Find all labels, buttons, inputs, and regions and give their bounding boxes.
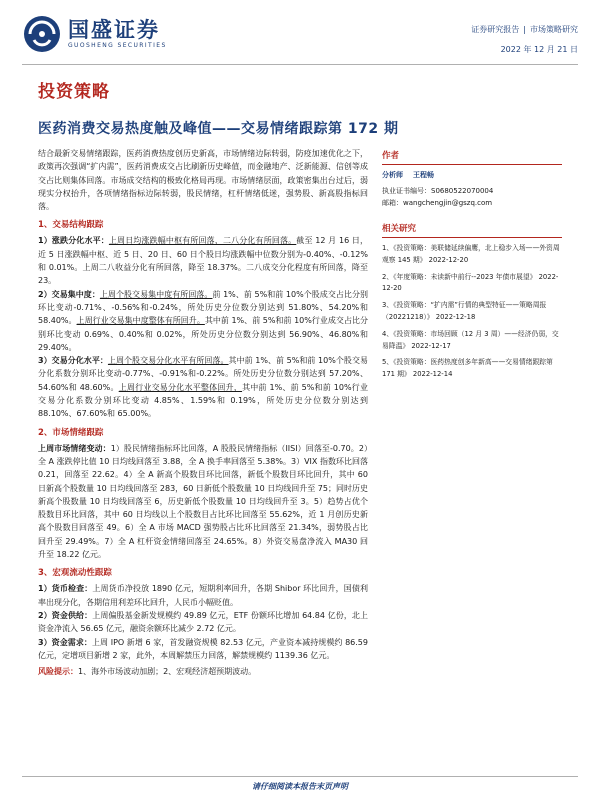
related-item-title: 3、《投资策略：“扩内需”行情的典型特征——策略周报（20221218）》 (382, 301, 547, 321)
section-heading: 2、市场情绪跟踪 (38, 427, 104, 438)
report-category: 投资策略 (38, 82, 110, 102)
certificate-line (382, 185, 562, 197)
paragraph-highlight: 上周个股交易分化水平有所回落。 (107, 356, 229, 366)
related-heading: 相关研究 (382, 223, 562, 238)
risk-text: 1、海外市场波动加剧；2、宏观经济超预期波动。 (78, 667, 257, 677)
related-item[interactable] (382, 272, 562, 296)
footer-divider (22, 776, 578, 777)
paragraph-highlight: 上周日均涨跌幅中枢有所回落，二八分化有所回落。 (108, 236, 297, 246)
paragraph-highlight: 上周个股交易集中度有所回落。 (99, 289, 213, 299)
related-item-date: 2022-12-20 (382, 272, 559, 293)
paragraph-label: 2）资金供给： (38, 610, 93, 620)
section-heading: 1、交易结构跟踪 (38, 220, 104, 231)
email-link[interactable]: wangchengjin@gszq.com (403, 199, 493, 207)
email-line (382, 197, 562, 209)
related-item-title: 4、《投资策略：市场回顾（12 月 3 周）——经济仍弱，交易降温》 (382, 329, 559, 350)
separator: | (523, 25, 526, 34)
related-item-title: 5、《投资策略：医药热度创多年新高——交易情绪跟踪第 171 期》 (382, 358, 553, 379)
main-content (38, 147, 368, 678)
analyst-label: 分析师 (382, 171, 403, 179)
paragraph-text: 上周偏股基金新发规模约 49.89 亿元，ETF 份额环比增加 64.84 亿份，北上资金净流入 56.65 亿元，融资余额环比减少 2.72 亿元。 (38, 610, 369, 634)
related-item-title: 2、《年度策略：未读新中前行--2023 年债市展望》 (382, 272, 537, 281)
paragraph-fund-demand (38, 636, 368, 663)
paragraph-monetary (38, 582, 368, 609)
paragraph-text: 其中前 1%、前 5%和前 10%行业成交占比分别环比变动 0.69%、0.40%和 0.02%，所处历史分位数分别达到 56.90%、46.80%和 29.40%。 (38, 316, 368, 352)
analyst-name: 王程畅 (413, 171, 434, 179)
company-logo (22, 14, 167, 54)
certificate-label: 执业证书编号： (382, 187, 431, 195)
related-item[interactable] (382, 329, 562, 353)
paragraph-label: 上周市场情绪变动： (38, 443, 111, 453)
paragraph-text: 前 1%、前 5%和前 10%个股成交占比分别环比变动-0.71%、-0.56%和-0.24%，所处历史分位数分别达到 51.80%、54.20%和 58.40%。 (38, 289, 368, 326)
related-item-date: 2022-12-14 (412, 370, 453, 379)
analyst-line (382, 169, 562, 181)
report-type-main: 证券研究报告 (471, 25, 520, 34)
report-date: 2022 年 12 月 21 日 (500, 45, 578, 54)
section-market-sentiment (38, 427, 368, 562)
paragraph-highlight: 上周行业交易分化水平整体回升， (118, 382, 243, 392)
logo-english-name: GUOSHENG SECURITIES (68, 42, 167, 49)
paragraph-label: 3）交易分化水平： (38, 356, 108, 366)
paragraph-text: 上周货币净投放 1890 亿元，短期利率回升，各期 Shibor 环比回升，国债利率出现分化，各期信用利差环比回升，人民币小幅贬值。 (38, 584, 368, 607)
paragraph-text: 截至 12 月 16 日，近 5 日涨跌幅中枢、近 5 日、20 日、60 日个股日均涨跌幅中位数分别为-0.40%、-0.12%和 0.01%。上周二八收益分化有所回落，降至 18.37%。二八成交分化程度有所回落，降至 23。 (38, 236, 369, 286)
related-item[interactable] (382, 357, 562, 381)
paragraph-text: 1）股民情绪指标环比回落，A 股股民情绪指标（IISI）回落至-0.70。2）全 A 涨跌停比值 10 日均线回落至 3.88，全 A 换手率回落至 5.38%。3）VIX 指数环比回落 0.21，回落至 22.62。4）全 A 新高个股数目环比回落，新低个股数目环比回升，其中 60 日新高个股数量 10 日均线回落至 283，60 日新低个股数量 10 日均线回升至 75；同时历史新高个股数量 10 日均线回落至 6，历史新低个股数量 10 日均线回升至 3。5）趋势占优个股数目环比回落，其中 60 日均线以上个股数目占比环比回落至 55.62%，近 1 月创历史新高个股数目回落至 49。6）全 A 市场 MACD 强势股占比环比回落至 21.34%，弱势股占比回升至 29.49%。7）全 A 杠杆资金情绪回落至 24.65%。8）外资交易盘净流入 MA30 回升至 18.22 亿元。 (38, 443, 368, 560)
report-type-sub: 市场策略研究 (530, 25, 578, 34)
paragraph-text: 上周 IPO 新增 6 家，首发融资规模 82.53 亿元，产业资本减持规模约 86.59 亿元，定增项目新增 2 家，此外，本周解禁压力回落，解禁规模约 1139.36 亿元。 (38, 637, 368, 660)
paragraph-fund-supply (38, 609, 368, 636)
paragraph-differentiation (38, 354, 368, 420)
paragraph-text: 其中前 1%、前 5%和前 10%个股交易分化系数分别环比变动-0.77%、-0.91%和-0.22%。所处历史分位数分别达到 57.20%、54.60%和 48.60%。 (38, 356, 368, 392)
related-item[interactable] (382, 243, 562, 267)
authors-heading: 作者 (382, 150, 562, 165)
sidebar (382, 150, 562, 381)
risk-label: 风险提示： (38, 667, 78, 677)
paragraph-label: 1）涨跌分化水平： (38, 236, 109, 246)
paragraph-label: 1）货币检查： (38, 584, 93, 594)
paragraph-text: 其中前 1%、前 5%和前 10%行业交易分化系数分别环比变动 4.85%、1.59%和 0.19%，所处历史分位数分别达到 88.10%、67.60%和 65.00%。 (38, 382, 369, 419)
section-macro-liquidity (38, 567, 368, 662)
intro-paragraph: 结合最新交易情绪跟踪，医药消费热度创历史新高，市场情绪边际转弱，防疫加速优化之下，政策再次强调“扩内需”，医药消费成交占比刷新历史峰值，而金融地产、泛新能源、信创等成交占比则集体回落。市场成交结构的极致化格局再现。市场情绪层面，政策密集出台过后，弱现实分权抬升，各项情绪指标边际转弱，股民情绪，杠杆情绪低迷，强势股、新高股指标回落。 (38, 149, 368, 212)
footer-disclaimer: 请仔细阅读本报告末页声明 (252, 782, 348, 791)
header-divider (22, 64, 578, 65)
paragraph-concentration (38, 288, 368, 354)
related-research (382, 223, 562, 381)
report-type (471, 24, 578, 35)
paragraph-label: 2）交易集中度： (38, 289, 100, 299)
related-item-date: 2022-12-17 (411, 341, 451, 350)
related-item-date: 2022-12-18 (435, 312, 476, 321)
risk-warning (38, 666, 368, 678)
paragraph-dispersion (38, 234, 368, 287)
related-item-title: 1、《投资策略：美联储延续偏鹰，北上稳步入场——外资周观察 145 期》 (382, 244, 560, 264)
paragraph-sentiment (38, 442, 368, 562)
report-title: 医药消费交易热度触及峰值——交易情绪跟踪第 172 期 (38, 121, 399, 137)
logo-mark-icon (22, 14, 62, 54)
section-trading-structure (38, 219, 368, 420)
section-heading: 3、宏观流动性跟踪 (38, 568, 112, 579)
email-label: 邮箱： (382, 199, 403, 207)
related-item[interactable] (382, 300, 562, 324)
paragraph-highlight: 上周行业交易集中度整体有所回升。 (76, 316, 205, 326)
logo-chinese-name: 国盛证券 (68, 18, 160, 42)
report-header (0, 0, 600, 66)
paragraph-label: 3）资金需求： (38, 637, 92, 647)
certificate-number: S0680522070004 (431, 187, 494, 195)
related-item-date: 2022-12-20 (428, 255, 469, 264)
